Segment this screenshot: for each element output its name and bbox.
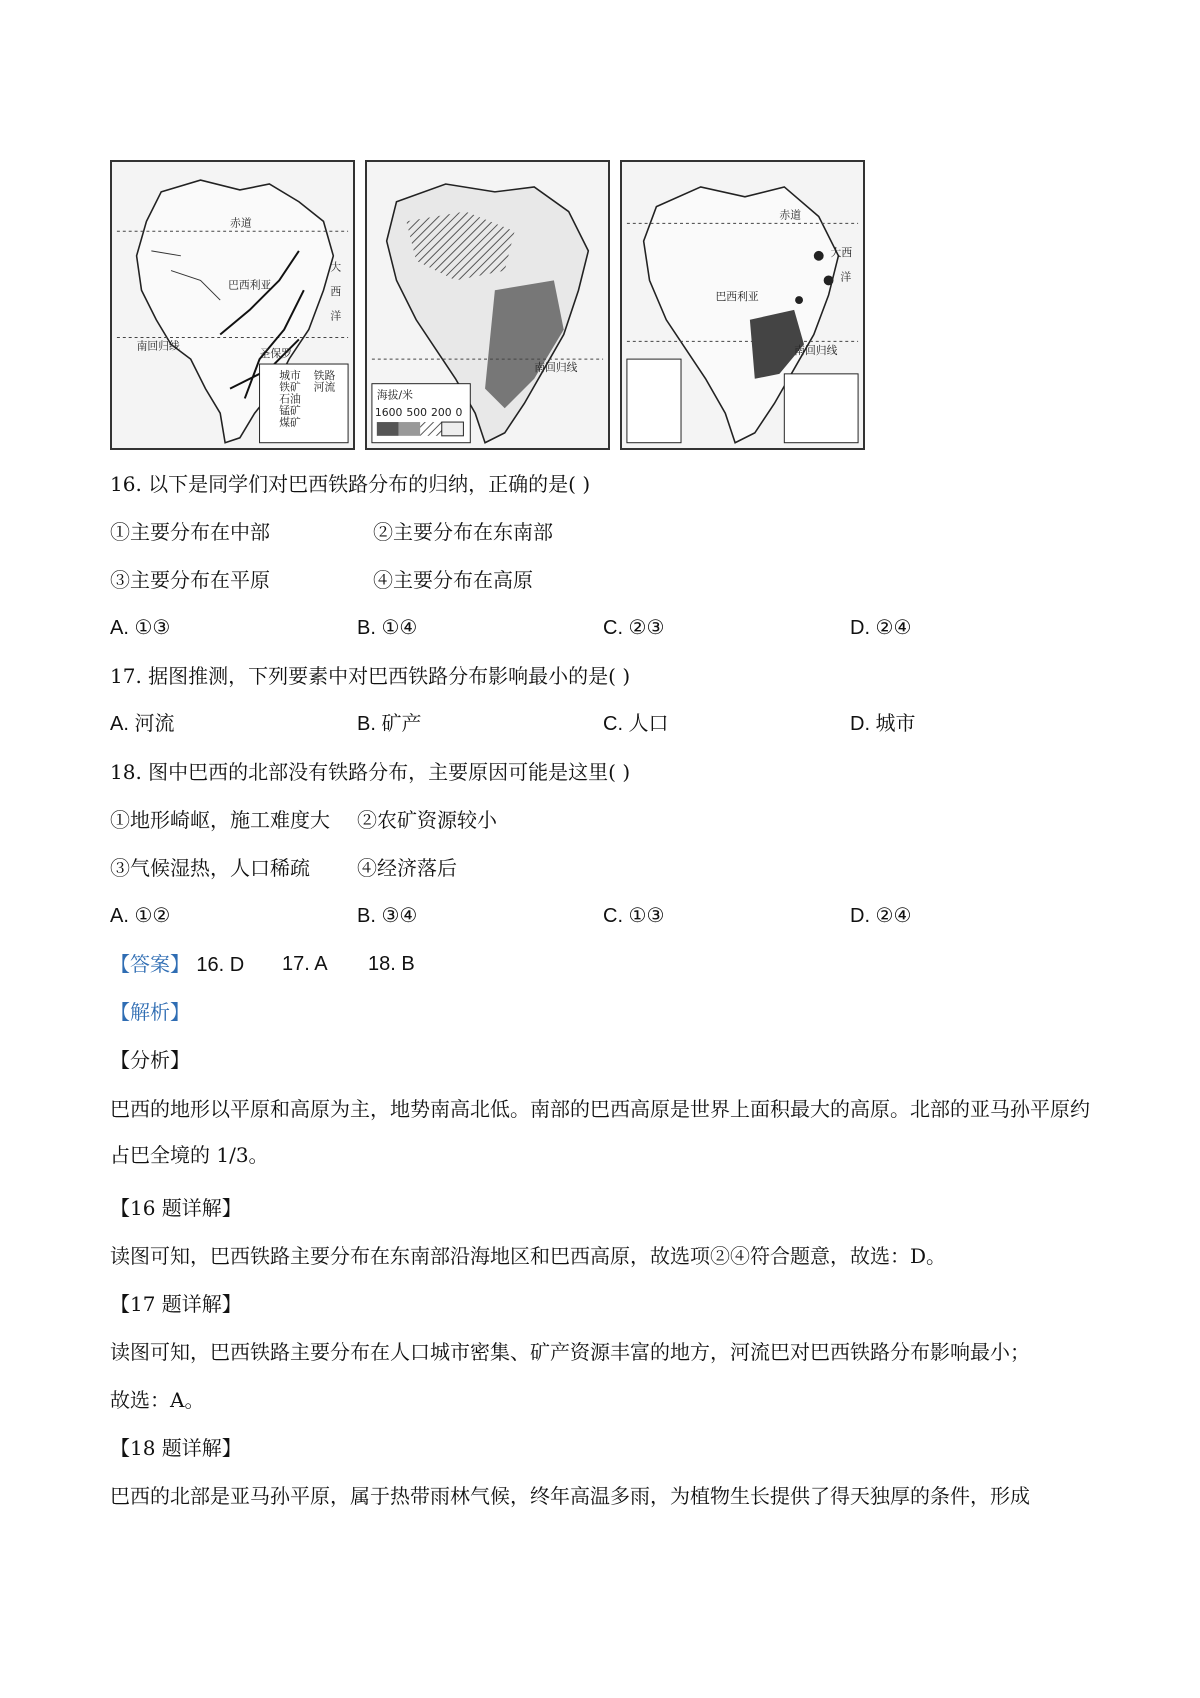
q17-option-b[interactable]: B. 矿产 xyxy=(357,713,422,735)
q18-statement-1: ①地形崎岖，施工难度大 xyxy=(110,808,330,832)
q16-statement-3: ③主要分布在平原 xyxy=(110,568,270,592)
map1-legend-coal: 煤矿 xyxy=(279,415,301,429)
q18-option-c[interactable]: C. ①③ xyxy=(603,905,665,927)
q18-option-b[interactable]: B. ③④ xyxy=(357,905,418,927)
q16-option-c[interactable]: C. ②③ xyxy=(603,617,665,639)
d17-text-2: 故选：A。 xyxy=(110,1388,205,1412)
map1-label-da: 大 xyxy=(330,260,342,274)
map3-label-equator: 赤道 xyxy=(779,208,802,222)
q18-option-d[interactable]: D. ②④ xyxy=(850,905,912,927)
map2-legend-0: 0 xyxy=(455,406,463,420)
map1-label-tropic: 南回归线 xyxy=(136,339,180,353)
q18-statement-4: ④经济落后 xyxy=(357,856,457,880)
q16-statement-4: ④主要分布在高原 xyxy=(373,568,533,592)
map1-label-equator: 赤道 xyxy=(230,216,252,230)
map1-legend-river: 河流 xyxy=(313,380,336,394)
map2-label-tropic: 南回归线 xyxy=(534,360,578,374)
answer-tag: 【答案】 xyxy=(110,952,190,976)
railway-map xyxy=(110,160,355,450)
q17-option-d[interactable]: D. 城市 xyxy=(850,713,916,735)
q18-statement-2: ②农矿资源较小 xyxy=(357,808,497,832)
q16-option-a[interactable]: A. ①③ xyxy=(110,617,171,639)
q16-option-b[interactable]: B. ①④ xyxy=(357,617,418,639)
map2-legend-200: 200 xyxy=(430,406,452,420)
elevation-map-drawing xyxy=(367,162,608,448)
map2-legend-elevation: 海拔/米 xyxy=(376,388,413,402)
q16-option-d[interactable]: D. ②④ xyxy=(850,617,912,639)
analysis-tag: 【解析】 xyxy=(110,1000,190,1024)
q18-stem: 18. 图中巴西的北部没有铁路分布，主要原因可能是这里( ) xyxy=(110,760,631,784)
q16-statement-1: ①主要分布在中部 xyxy=(110,520,270,544)
brazil-maps-figure xyxy=(110,160,940,450)
q17-stem: 17. 据图推测，下列要素中对巴西铁路分布影响最小的是( ) xyxy=(110,664,631,688)
answer-row xyxy=(110,950,244,979)
q17-option-a[interactable]: A. 河流 xyxy=(110,713,175,735)
d17-tag: 【17 题详解】 xyxy=(110,1292,242,1316)
map1-label-saopaulo: 圣保罗 xyxy=(259,347,293,361)
fenxi-tag: 【分析】 xyxy=(110,1048,190,1072)
q16-stem: 16. 以下是同学们对巴西铁路分布的归纳，正确的是( ) xyxy=(110,472,591,496)
map1-legend-manganese: 锰矿 xyxy=(279,404,301,418)
map1-label-xi: 西 xyxy=(330,285,342,299)
answer-17: 17. A xyxy=(282,953,328,975)
resource-map-drawing xyxy=(622,162,863,448)
map1-label-yang: 洋 xyxy=(330,309,342,323)
map3-label-brasilia: 巴西利亚 xyxy=(715,290,759,304)
map1-legend-iron: 铁矿 xyxy=(279,380,301,394)
q16-statement-2: ②主要分布在东南部 xyxy=(373,520,553,544)
map3-label-daxi: 大西 xyxy=(830,245,853,259)
d18-tag: 【18 题详解】 xyxy=(110,1436,242,1460)
d16-tag: 【16 题详解】 xyxy=(110,1196,242,1220)
map2-legend-1600: 1600 xyxy=(374,406,403,420)
map2-legend-500: 500 xyxy=(406,406,427,420)
resource-map xyxy=(620,160,865,450)
d16-text: 读图可知，巴西铁路主要分布在东南部沿海地区和巴西高原，故选项②④符合题意，故选：D。 xyxy=(110,1244,947,1268)
map3-label-yang: 洋 xyxy=(840,270,852,284)
q17-option-c[interactable]: C. 人口 xyxy=(603,713,669,735)
answer-18: 18. B xyxy=(368,953,415,975)
map1-label-brasilia: 巴西利亚 xyxy=(228,278,272,292)
map3-label-tropic: 南回归线 xyxy=(794,344,838,358)
q18-statement-3: ③气候湿热，人口稀疏 xyxy=(110,856,310,880)
fenxi-text: 巴西的地形以平原和高原为主，地势南高北低。南部的巴西高原是世界上面积最大的高原。北部的亚马孙平原约占巴全境的 1/3。 xyxy=(110,1097,1090,1167)
d18-text: 巴西的北部是亚马孙平原，属于热带雨林气候，终年高温多雨，为植物生长提供了得天独厚的条件，形成 xyxy=(110,1484,1030,1508)
answer-16: 16. D xyxy=(196,954,245,976)
map1-legend-oil: 石油 xyxy=(279,392,301,406)
elevation-map xyxy=(365,160,610,450)
d17-text-1: 读图可知，巴西铁路主要分布在人口城市密集、矿产资源丰富的地方，河流巴对巴西铁路分布影响最小； xyxy=(110,1340,1030,1364)
map1-legend-city: 城市 xyxy=(279,368,301,382)
q18-option-a[interactable]: A. ①② xyxy=(110,905,171,927)
map1-legend-railway: 铁路 xyxy=(313,368,336,382)
railway-map-drawing xyxy=(112,162,353,448)
